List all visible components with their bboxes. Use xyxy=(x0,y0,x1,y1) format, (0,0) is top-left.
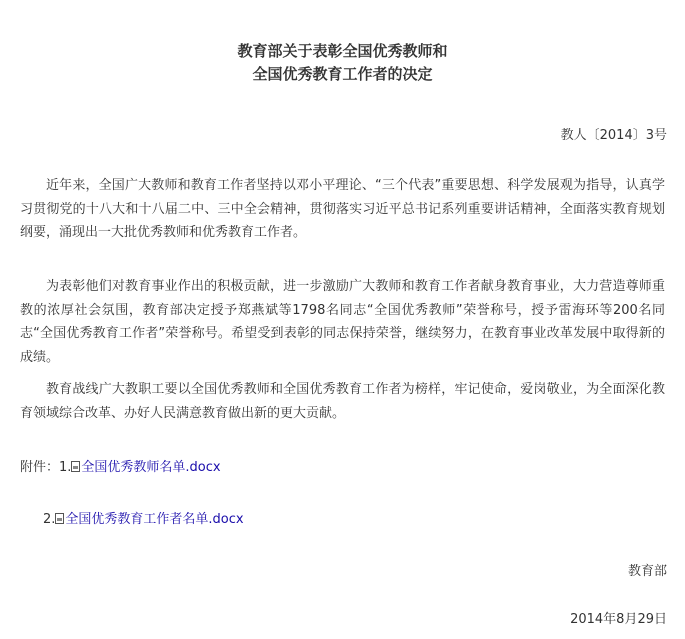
attachment-link-2[interactable]: 全国优秀教育工作者名单.docx xyxy=(65,512,244,527)
document-title-line-1: 教育部关于表彰全国优秀教师和 xyxy=(237,42,448,60)
attachment-row-1 xyxy=(20,458,221,478)
attachments-label: 附件： xyxy=(20,460,60,475)
issue-date: 2014年8月29日 xyxy=(570,612,667,627)
paragraph-2: 为表彰他们对教育事业作出的积极贡献，进一步激励广大教师和教育工作者献身教育事业，大力营造尊师重教的浓厚社会氛围，教育部决定授予郑燕斌等1798名同志“全国优秀教师”荣誉称号，授予雷海环等200名同志“全国优秀教育工作者”荣誉称号。希望受到表彰的同志保持荣誉，继续努力，在教育事业改革发展中取得新的成绩。 xyxy=(20,279,665,365)
attachment-number: 1. xyxy=(59,460,72,475)
file-icon xyxy=(71,461,80,472)
issuer: 教育部 xyxy=(627,564,667,579)
paragraph-1: 近年来，全国广大教师和教育工作者坚持以邓小平理论、“三个代表”重要思想、科学发展观为指导，认真学习贯彻党的十八大和十八届二中、三中全会精神，贯彻落实习近平总书记系列重要讲话精神，全面落实教育规划纲要，涌现出一大批优秀教师和优秀教育工作者。 xyxy=(20,178,665,240)
attachment-link-1[interactable]: 全国优秀教师名单.docx xyxy=(81,460,221,475)
attachment-row-2 xyxy=(43,510,244,530)
paragraph-3: 教育战线广大教职工要以全国优秀教师和全国优秀教育工作者为榜样，牢记使命，爱岗敬业，为全面深化教育领域综合改革、办好人民满意教育做出新的更大贡献。 xyxy=(20,382,665,421)
document-title-line-2: 全国优秀教育工作者的决定 xyxy=(252,65,433,83)
file-icon xyxy=(55,513,64,524)
attachment-number: 2. xyxy=(43,512,56,527)
document-number: 教人〔2014〕3号 xyxy=(560,128,667,143)
